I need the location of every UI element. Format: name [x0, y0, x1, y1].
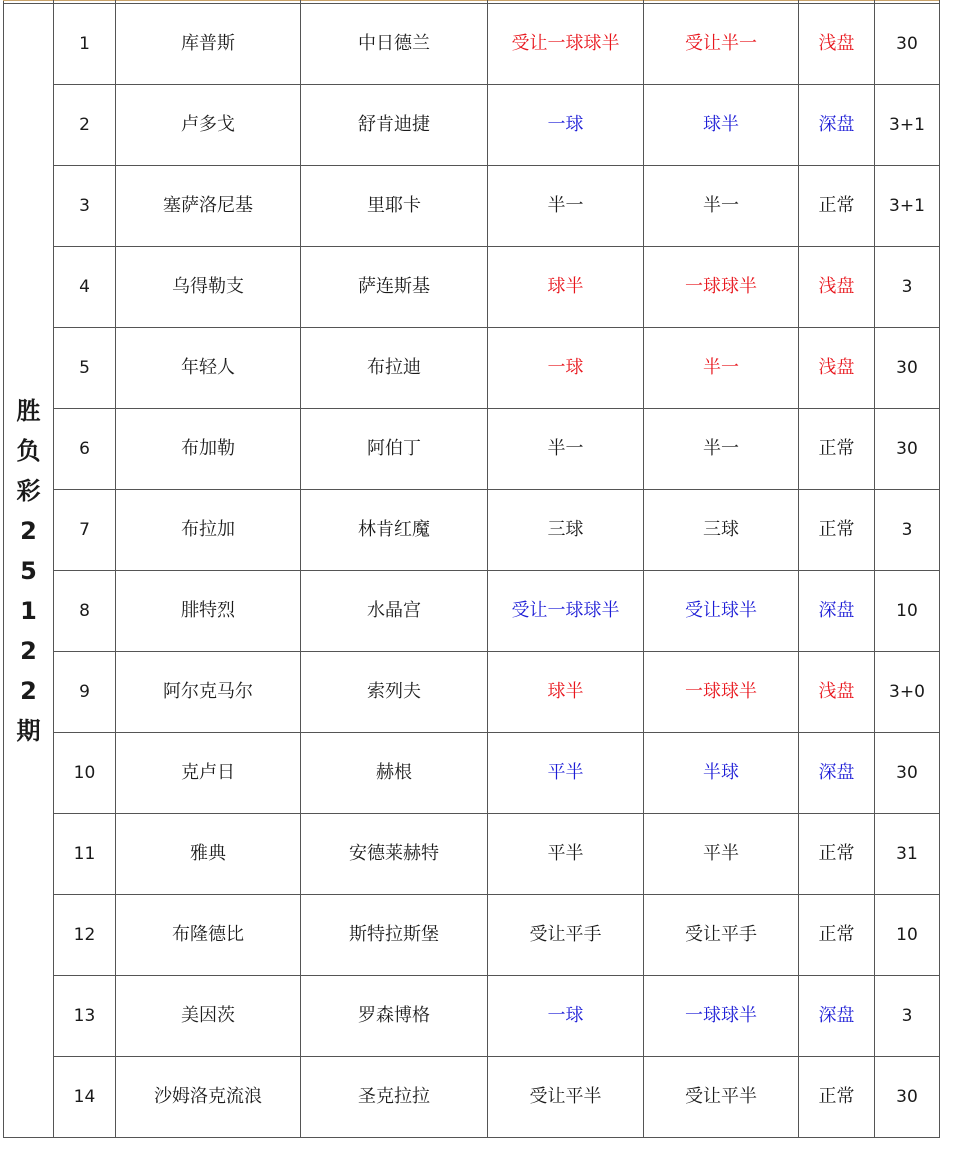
side-label-char: 2	[20, 516, 37, 545]
handicap-2-cell: 一球球半	[644, 652, 799, 733]
handicap-2-cell: 受让球半	[644, 571, 799, 652]
side-label-char: 期	[16, 716, 41, 745]
handicap-1-cell: 受让平半	[488, 1057, 644, 1138]
away-team-cell: 水晶宫	[301, 571, 488, 652]
pick-cell: 30	[875, 1057, 940, 1138]
depth-cell: 正常	[799, 814, 875, 895]
match-number-cell: 12	[54, 895, 116, 976]
home-team-cell: 年轻人	[116, 328, 301, 409]
match-number-cell: 3	[54, 166, 116, 247]
away-team-cell: 索列夫	[301, 652, 488, 733]
depth-cell: 深盘	[799, 976, 875, 1057]
table-row	[4, 166, 940, 247]
handicap-2-cell: 平半	[644, 814, 799, 895]
match-number-cell: 13	[54, 976, 116, 1057]
table-row	[4, 247, 940, 328]
match-number-cell: 10	[54, 733, 116, 814]
handicap-1-cell: 球半	[488, 652, 644, 733]
handicap-1-cell: 半一	[488, 409, 644, 490]
table-row	[4, 652, 940, 733]
pick-cell: 30	[875, 4, 940, 85]
handicap-1-cell: 受让一球球半	[488, 4, 644, 85]
home-team-cell: 雅典	[116, 814, 301, 895]
handicap-2-cell: 三球	[644, 490, 799, 571]
match-number-cell: 9	[54, 652, 116, 733]
match-number-cell: 5	[54, 328, 116, 409]
handicap-1-cell: 三球	[488, 490, 644, 571]
home-team-cell: 沙姆洛克流浪	[116, 1057, 301, 1138]
pick-cell: 10	[875, 571, 940, 652]
pick-cell: 30	[875, 733, 940, 814]
side-label-char: 1	[20, 596, 37, 625]
depth-cell: 浅盘	[799, 247, 875, 328]
depth-cell: 正常	[799, 166, 875, 247]
pick-cell: 3	[875, 490, 940, 571]
handicap-2-cell: 半一	[644, 409, 799, 490]
table-row	[4, 85, 940, 166]
away-team-cell: 罗森博格	[301, 976, 488, 1057]
handicap-1-cell: 受让平手	[488, 895, 644, 976]
pick-cell: 30	[875, 328, 940, 409]
side-label-char: 2	[20, 676, 37, 705]
handicap-2-cell: 一球球半	[644, 247, 799, 328]
away-team-cell: 林肯红魔	[301, 490, 488, 571]
home-team-cell: 布加勒	[116, 409, 301, 490]
table-row	[4, 571, 940, 652]
depth-cell: 深盘	[799, 85, 875, 166]
pick-cell: 3+1	[875, 166, 940, 247]
handicap-1-cell: 受让一球球半	[488, 571, 644, 652]
handicap-2-cell: 受让平手	[644, 895, 799, 976]
pick-cell: 10	[875, 895, 940, 976]
home-team-cell: 乌得勒支	[116, 247, 301, 328]
pick-cell: 3+1	[875, 85, 940, 166]
side-label-char: 胜	[16, 396, 41, 425]
home-team-cell: 卢多戈	[116, 85, 301, 166]
pick-cell: 3	[875, 976, 940, 1057]
handicap-1-cell: 一球	[488, 976, 644, 1057]
match-number-cell: 2	[54, 85, 116, 166]
home-team-cell: 腓特烈	[116, 571, 301, 652]
handicap-2-cell: 受让半一	[644, 4, 799, 85]
home-team-cell: 克卢日	[116, 733, 301, 814]
away-team-cell: 斯特拉斯堡	[301, 895, 488, 976]
side-label-char: 2	[20, 636, 37, 665]
match-number-cell: 6	[54, 409, 116, 490]
home-team-cell: 塞萨洛尼基	[116, 166, 301, 247]
handicap-1-cell: 球半	[488, 247, 644, 328]
table-row	[4, 895, 940, 976]
handicap-2-cell: 球半	[644, 85, 799, 166]
away-team-cell: 圣克拉拉	[301, 1057, 488, 1138]
depth-cell: 正常	[799, 895, 875, 976]
handicap-1-cell: 半一	[488, 166, 644, 247]
table-row	[4, 814, 940, 895]
table-row	[4, 328, 940, 409]
table-row	[4, 409, 940, 490]
match-number-cell: 14	[54, 1057, 116, 1138]
away-team-cell: 安德莱赫特	[301, 814, 488, 895]
pick-cell: 3+0	[875, 652, 940, 733]
depth-cell: 正常	[799, 1057, 875, 1138]
match-number-cell: 4	[54, 247, 116, 328]
handicap-2-cell: 半一	[644, 328, 799, 409]
side-label	[4, 4, 54, 1138]
pick-cell: 3	[875, 247, 940, 328]
lottery-table	[3, 0, 940, 1138]
match-number-cell: 8	[54, 571, 116, 652]
table-row	[4, 976, 940, 1057]
side-label-char: 负	[16, 436, 41, 465]
handicap-2-cell: 受让平半	[644, 1057, 799, 1138]
away-team-cell: 阿伯丁	[301, 409, 488, 490]
table-row	[4, 1057, 940, 1138]
handicap-2-cell: 半一	[644, 166, 799, 247]
home-team-cell: 布拉加	[116, 490, 301, 571]
away-team-cell: 里耶卡	[301, 166, 488, 247]
match-number-cell: 7	[54, 490, 116, 571]
away-team-cell: 舒肯迪捷	[301, 85, 488, 166]
handicap-1-cell: 平半	[488, 814, 644, 895]
table-row	[4, 4, 940, 85]
depth-cell: 深盘	[799, 571, 875, 652]
depth-cell: 深盘	[799, 733, 875, 814]
depth-cell: 浅盘	[799, 652, 875, 733]
handicap-2-cell: 半球	[644, 733, 799, 814]
home-team-cell: 阿尔克马尔	[116, 652, 301, 733]
handicap-1-cell: 一球	[488, 328, 644, 409]
match-number-cell: 11	[54, 814, 116, 895]
handicap-1-cell: 平半	[488, 733, 644, 814]
match-number-cell: 1	[54, 4, 116, 85]
away-team-cell: 萨连斯基	[301, 247, 488, 328]
side-label-char: 彩	[16, 476, 41, 505]
depth-cell: 浅盘	[799, 328, 875, 409]
home-team-cell: 布隆德比	[116, 895, 301, 976]
handicap-2-cell: 一球球半	[644, 976, 799, 1057]
table-row	[4, 490, 940, 571]
table-row	[4, 733, 940, 814]
handicap-1-cell: 一球	[488, 85, 644, 166]
depth-cell: 浅盘	[799, 4, 875, 85]
depth-cell: 正常	[799, 490, 875, 571]
away-team-cell: 布拉迪	[301, 328, 488, 409]
home-team-cell: 美因茨	[116, 976, 301, 1057]
pick-cell: 31	[875, 814, 940, 895]
pick-cell: 30	[875, 409, 940, 490]
away-team-cell: 赫根	[301, 733, 488, 814]
away-team-cell: 中日德兰	[301, 4, 488, 85]
side-label-char: 5	[20, 556, 37, 585]
depth-cell: 正常	[799, 409, 875, 490]
home-team-cell: 库普斯	[116, 4, 301, 85]
